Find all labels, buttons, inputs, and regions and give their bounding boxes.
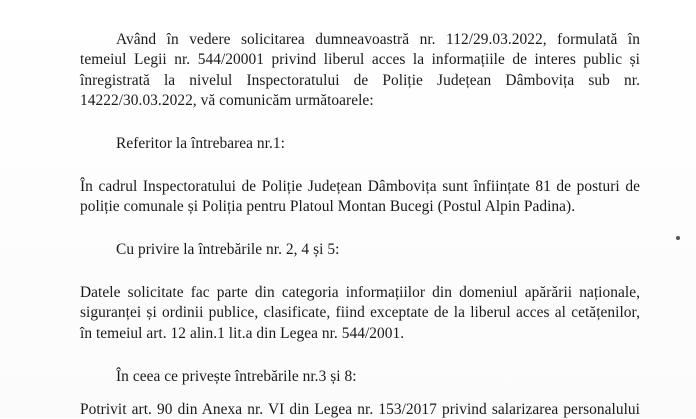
section-heading-questions-3-8: În ceea ce privește întrebările nr.3 și 8: — [116, 368, 357, 385]
paragraph-3-line-2: siguranței și ordinii publice, clasificate, fiind exceptate de la liberul acces al cetățenilor, — [80, 304, 640, 321]
paragraph-1-line-2: temeiul Legii nr. 544/20001 privind liberul acces la informațiile de interes public și — [80, 51, 640, 68]
paragraph-3-line-1: Datele solicitate fac parte din categoria informațiilor din domeniul apărării naționale, — [80, 284, 640, 301]
section-heading-questions-2-4-5: Cu privire la întrebările nr. 2, 4 și 5: — [116, 241, 340, 258]
paragraph-1-line-4: 14222/30.03.2022, vă comunicăm următoarele: — [80, 92, 374, 109]
paragraph-1-line-1: Având în vedere solicitarea dumneavoastră nr. 112/29.03.2022, formulată în — [116, 31, 640, 48]
paragraph-1-line-3: înregistrată la nivelul Inspectoratului de Poliție Județean Dâmbovița sub nr. — [80, 72, 640, 89]
section-heading-question-1: Referitor la întrebarea nr.1: — [116, 135, 285, 152]
paragraph-2-line-1: În cadrul Inspectoratului de Poliție Județean Dâmbovița sunt înființate 81 de posturi de — [80, 178, 640, 195]
paragraph-2-line-2: poliție comunale și Poliția pentru Platoul Montan Bucegi (Postul Alpin Padina). — [80, 198, 576, 215]
ink-speck — [676, 236, 680, 240]
paragraph-4-line-1: Potrivit art. 90 din Anexa nr. VI din Legea nr. 153/2017 privind salarizarea personalului — [80, 401, 640, 418]
paragraph-3-line-3: în temeiul art. 12 alin.1 lit.a din Legea nr. 544/2001. — [80, 325, 405, 342]
